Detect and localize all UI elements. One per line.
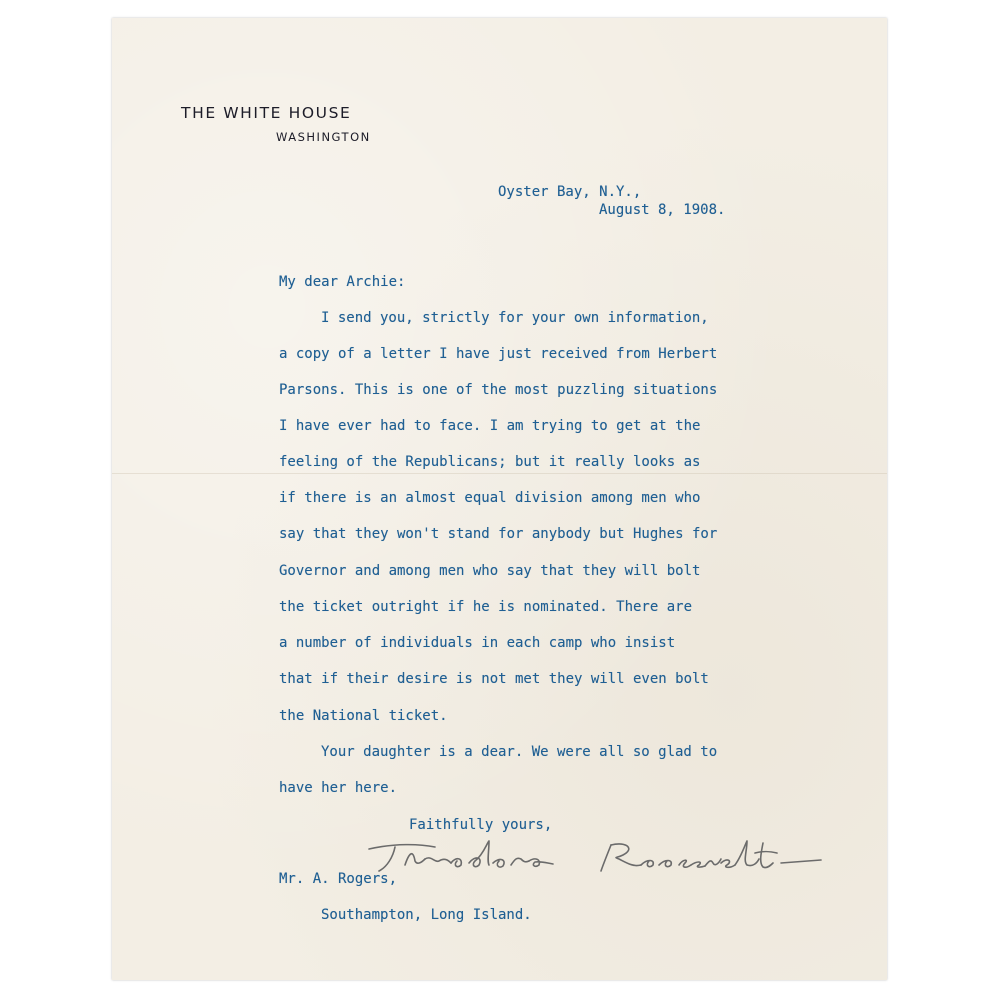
body-line: the ticket outright if he is nominated. There are <box>279 599 693 615</box>
dateline-date: August 8, 1908. <box>599 202 726 218</box>
body-line: Governor and among men who say that they will bolt <box>279 563 701 579</box>
body-line: that if their desire is not met they will even bolt <box>279 671 709 687</box>
body-line: a number of individuals in each camp who insist <box>279 635 676 651</box>
dateline-place: Oyster Bay, N.Y., <box>498 184 642 200</box>
body-line: I have ever had to face. I am trying to get at the <box>279 418 701 434</box>
addressee-name: Mr. A. Rogers, <box>279 871 398 887</box>
paper-fold-line <box>112 473 887 474</box>
letterhead-subtitle: WASHINGTON <box>276 130 371 144</box>
body-line: I send you, strictly for your own information, <box>321 310 709 326</box>
body-line: have her here. <box>279 780 398 796</box>
body-line: if there is an almost equal division among men who <box>279 490 701 506</box>
body-line: Parsons. This is one of the most puzzling situations <box>279 382 718 398</box>
body-line: Your daughter is a dear. We were all so glad to <box>321 744 718 760</box>
closing: Faithfully yours, <box>409 817 553 833</box>
body-line: feeling of the Republicans; but it really looks as <box>279 454 701 470</box>
body-line: the National ticket. <box>279 708 448 724</box>
body-line: say that they won't stand for anybody but Hughes for <box>279 526 718 542</box>
body-line: a copy of a letter I have just received from Herbert <box>279 346 718 362</box>
salutation: My dear Archie: <box>279 274 406 290</box>
signature-image <box>365 835 835 885</box>
letterhead-title: THE WHITE HOUSE <box>181 104 352 122</box>
addressee-location: Southampton, Long Island. <box>321 907 532 923</box>
